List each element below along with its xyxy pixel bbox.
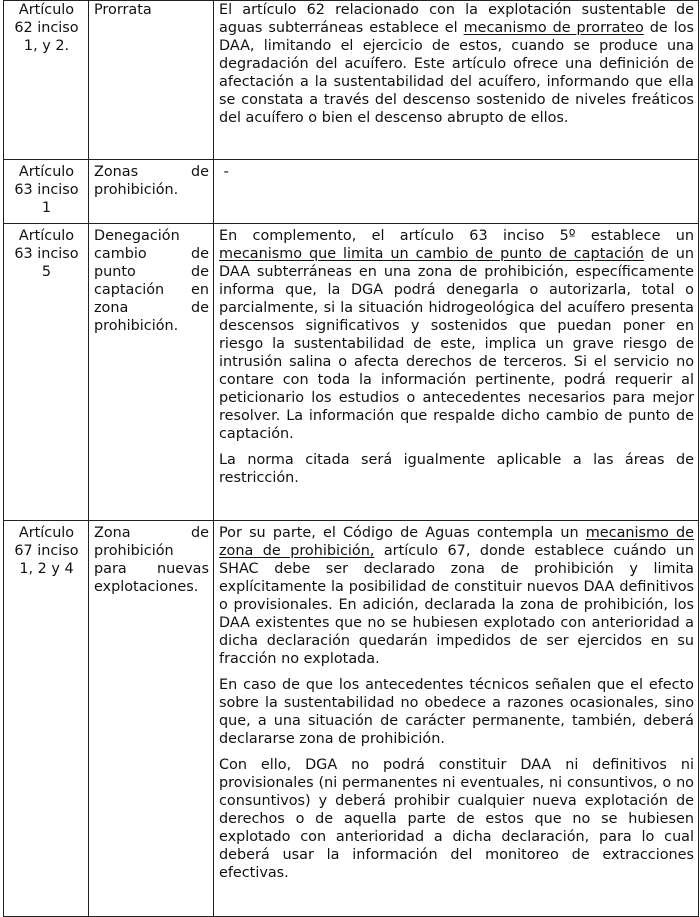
topic-cell: Zonas de prohibición. xyxy=(89,160,214,224)
description-paragraph: Con ello, DGA no podrá constituir DAA ni definitivos ni provisionales (ni permanentes ni eventuales, ni consuntivos, o no consuntivos) y deberá prohibir cualquier nueva explotación de derechos o de aquella parte de estos que no se hubiesen explotado con anterioridad a dicha declaración, para lo cual deberá usar la información del monitoreo de extracciones efectivas. xyxy=(219,757,694,881)
description-cell xyxy=(214,521,699,917)
description-cell xyxy=(214,1,699,160)
topic-cell: Zona de prohibición para nuevas explotaciones. xyxy=(89,521,214,917)
description-cell xyxy=(214,160,699,224)
table-row xyxy=(4,160,699,224)
description-paragraph: - xyxy=(219,164,229,180)
description-paragraph: En caso de que los antecedentes técnicos señalen que el efecto sobre la sustentabilidad no obedece a razones ocasionales, sino que, a una situación de carácter permanente, también, deberá declararse zona de prohibición. xyxy=(219,677,694,747)
underlined-term: mecanismo que limita un cambio de punto de captación xyxy=(219,246,644,262)
description-cell xyxy=(214,224,699,521)
legal-articles-table xyxy=(3,0,699,917)
description-paragraph: Por su parte, el Código de Aguas contempla un mecanismo de zona de prohibición, artículo 67, donde establece cuándo un SHAC debe ser declarado zona de prohibición y limita explícitamente la posibilidad de constituir nuevos DAA definitivos o provisionales. En adición, declarada la zona de prohibición, los DAA existentes que no se hubiesen explotado con anterioridad a dicha declaración quedarán impedidos de ser ejercidos en su fracción no explotada. xyxy=(219,525,694,667)
table-row xyxy=(4,521,699,917)
description-paragraph: En complemento, el artículo 63 inciso 5º establece un mecanismo que limita un cambio de punto de captación de un DAA subterráneas en una zona de prohibición, específicamente informa que, la DGA podrá denegarla o autorizarla, total o parcialmente, si la situación hidrogeológica del acuífero presenta descensos significativos y sostenidos que puedan poner en riesgo la sustentabilidad de este, implica un grave riesgo de intrusión salina o afecta derechos de terceros. Si el servicio no contare con toda la información pertinente, podrá requerir al peticionario los estudios o antecedentes necesarios para mejor resolver. La información que respalde dicho cambio de punto de captación. xyxy=(219,228,695,442)
description-paragraph: La norma citada será igualmente aplicable a las áreas de restricción. xyxy=(219,452,694,486)
article-cell: Artículo 62 inciso 1, y 2. xyxy=(4,1,89,160)
topic-cell: Prorrata xyxy=(89,1,214,160)
article-cell: Artículo 67 inciso 1, 2 y 4 xyxy=(4,521,89,917)
underlined-term: mecanismo de zona de prohibición, xyxy=(219,525,694,559)
article-cell: Artículo 63 inciso 5 xyxy=(4,224,89,521)
article-cell: Artículo 63 inciso 1 xyxy=(4,160,89,224)
description-paragraph: El artículo 62 relacionado con la explotación sustentable de aguas subterráneas establece el mecanismo de prorrateo de los DAA, limitando el ejercicio de estos, cuando se produce una degradación del acuífero. Este artículo ofrece una definición de afectación a la sustentabilidad del acuífero, informando que ella se constata a través del descenso sostenido de niveles freáticos del acuífero o bien el descenso abrupto de ellos. xyxy=(219,2,695,126)
table-row xyxy=(4,224,699,521)
table-row xyxy=(4,1,699,160)
underlined-term: mecanismo de prorrateo xyxy=(463,20,644,36)
topic-cell: Denegación cambio de punto de captación en zona de prohibición. xyxy=(89,224,214,521)
